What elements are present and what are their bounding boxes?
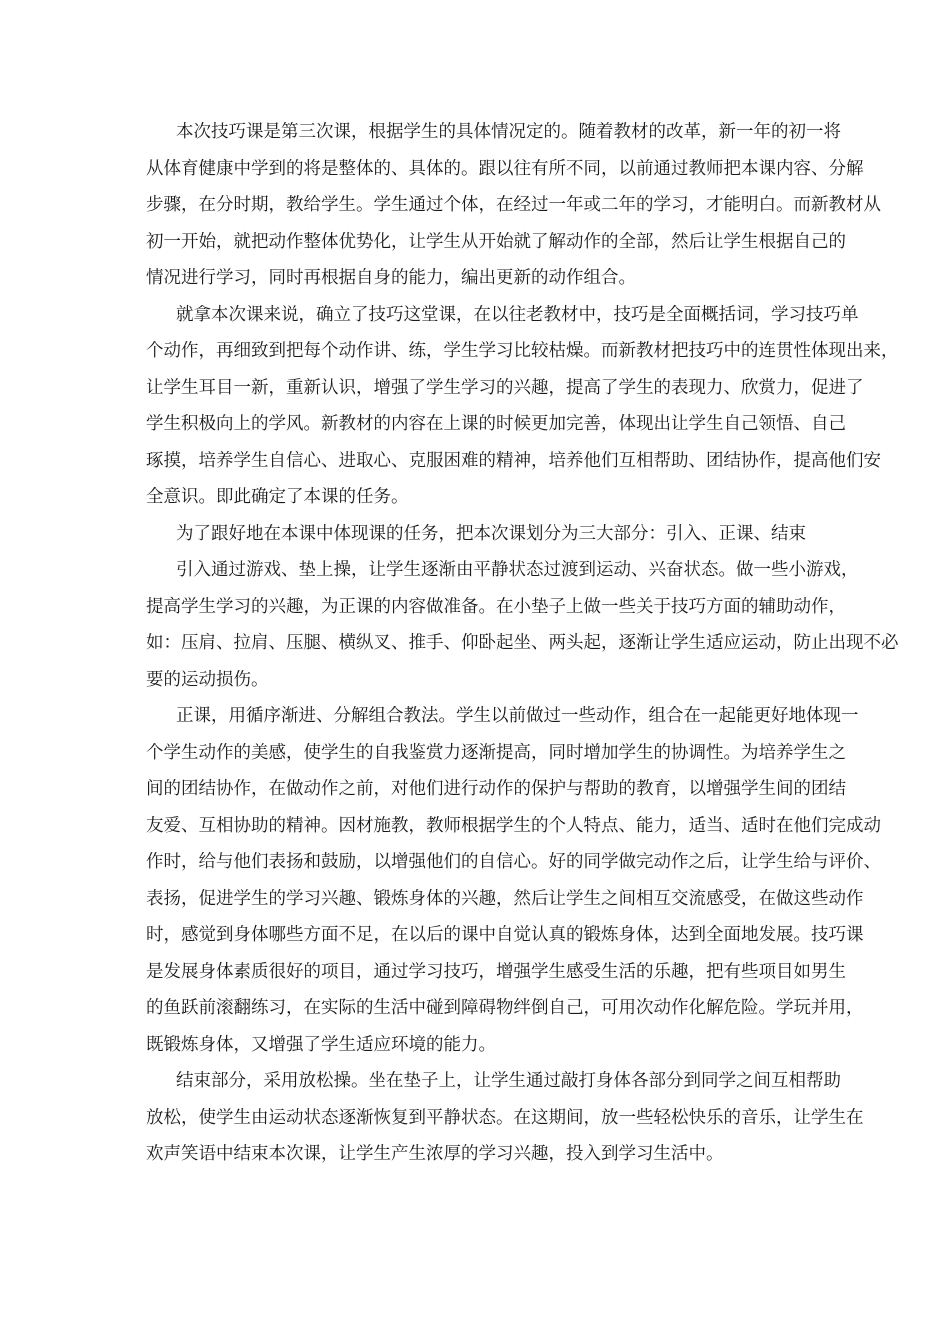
paragraph-line: 就拿本次课来说，确立了技巧这堂课，在以往老教材中，技巧是全面概括词，学习技巧单: [176, 304, 859, 325]
paragraph-line: 本次技巧课是第三次课，根据学生的具体情况定的。随着教材的改革，新一年的初一将: [176, 122, 841, 142]
paragraph-line: 友爱、互相协助的精神。因材施教，教师根据学生的个人特点、能力，适当、适时在他们完成动: [146, 815, 881, 836]
paragraph-line: 结束部分，采用放松操。坐在垫子上，让学生通过敲打身体各部分到同学之间互相帮助: [176, 1071, 841, 1091]
paragraph-line: 表扬，促进学生的学习兴趣、锻炼身体的兴趣，然后让学生之间相互交流感受，在做这些动作: [146, 888, 864, 909]
paragraph-line: 情况进行学习，同时再根据自身的能力，编出更新的动作组合。: [146, 268, 636, 288]
paragraph-line: 既锻炼身体，又增强了学生适应环境的能力。: [146, 1034, 496, 1055]
paragraph: [146, 516, 814, 553]
paragraph: [146, 1063, 864, 1173]
paragraph-line: 是发展身体素质很好的项目，通过学习技巧，增强学生感受生活的乐趣，把有些项目如男生: [146, 961, 846, 982]
paragraph-line: 时，感觉到身体哪些方面不足，在以后的课中自觉认真的锻炼身体，达到全面地发展。技巧课: [146, 925, 864, 945]
paragraph-line: 让学生耳目一新，重新认识，增强了学生学习的兴趣，提高了学生的表现力、欣赏力，促进了: [146, 377, 864, 398]
paragraph: [146, 114, 881, 297]
paragraph: [146, 297, 899, 516]
paragraph-line: 个动作，再细致到把每个动作讲、练，学生学习比较枯燥。而新教材把技巧中的连贯性体现出来，: [146, 341, 899, 361]
paragraph-line: 个学生动作的美感，使学生的自我鉴赏力逐渐提高，同时增加学生的协调性。为培养学生之: [146, 742, 846, 763]
paragraph-line: 欢声笑语中结束本次课，让学生产生浓厚的学习兴趣，投入到学习生活中。: [146, 1144, 724, 1164]
paragraph-line: 初一开始，就把动作整体优势化，让学生从开始就了解动作的全部，然后让学生根据自己的: [146, 231, 846, 252]
paragraph-line: 引入通过游戏、垫上操，让学生逐渐由平静状态过渡到运动、兴奋状态。做一些小游戏，: [176, 560, 859, 580]
paragraph: [146, 698, 881, 1063]
document-body: [146, 114, 899, 1173]
paragraph-line: 正课，用循序渐进、分解组合教法。学生以前做过一些动作，组合在一起能更好地体现一: [176, 706, 859, 726]
paragraph-line: 要的运动损伤。: [146, 669, 269, 690]
paragraph-line: 作时，给与他们表扬和鼓励，以增强他们的自信心。好的同学做完动作之后，让学生给与评价、: [146, 852, 881, 872]
paragraph-line: 从体育健康中学到的将是整体的、具体的。跟以往有所不同，以前通过教师把本课内容、分解: [146, 158, 864, 179]
paragraph-line: 间的团结协作，在做动作之前，对他们进行动作的保护与帮助的教育，以增强学生间的团结: [146, 779, 846, 799]
paragraph-line: 如：压肩、拉肩、压腿、横纵叉、推手、仰卧起坐、两头起，逐渐让学生适应运动，防止出现不必: [146, 633, 899, 653]
paragraph-line: 放松，使学生由运动状态逐渐恢复到平静状态。在这期间，放一些轻松快乐的音乐，让学生在: [146, 1107, 864, 1128]
paragraph-line: 步骤，在分时期，教给学生。学生通过个体，在经过一年或二年的学习，才能明白。而新教材从: [146, 195, 881, 215]
paragraph: [146, 552, 899, 698]
paragraph-line: 提高学生学习的兴趣，为正课的内容做准备。在小垫子上做一些关于技巧方面的辅助动作，: [146, 596, 846, 617]
paragraph-line: 琢摸，培养学生自信心、进取心、克服困难的精神，培养他们互相帮助、团结协作，提高他们安: [146, 450, 881, 471]
paragraph-line: 为了跟好地在本课中体现课的任务，把本次课划分为三大部分：引入、正课、结束: [176, 523, 806, 544]
paragraph-line: 全意识。即此确定了本课的任务。: [146, 487, 409, 507]
paragraph-line: 的鱼跃前滚翻练习，在实际的生活中碰到障碍物绊倒自己，可用次动作化解危险。学玩并用，: [146, 998, 864, 1018]
paragraph-line: 学生积极向上的学风。新教材的内容在上课的时候更加完善，体现出让学生自己领悟、自己: [146, 414, 846, 434]
